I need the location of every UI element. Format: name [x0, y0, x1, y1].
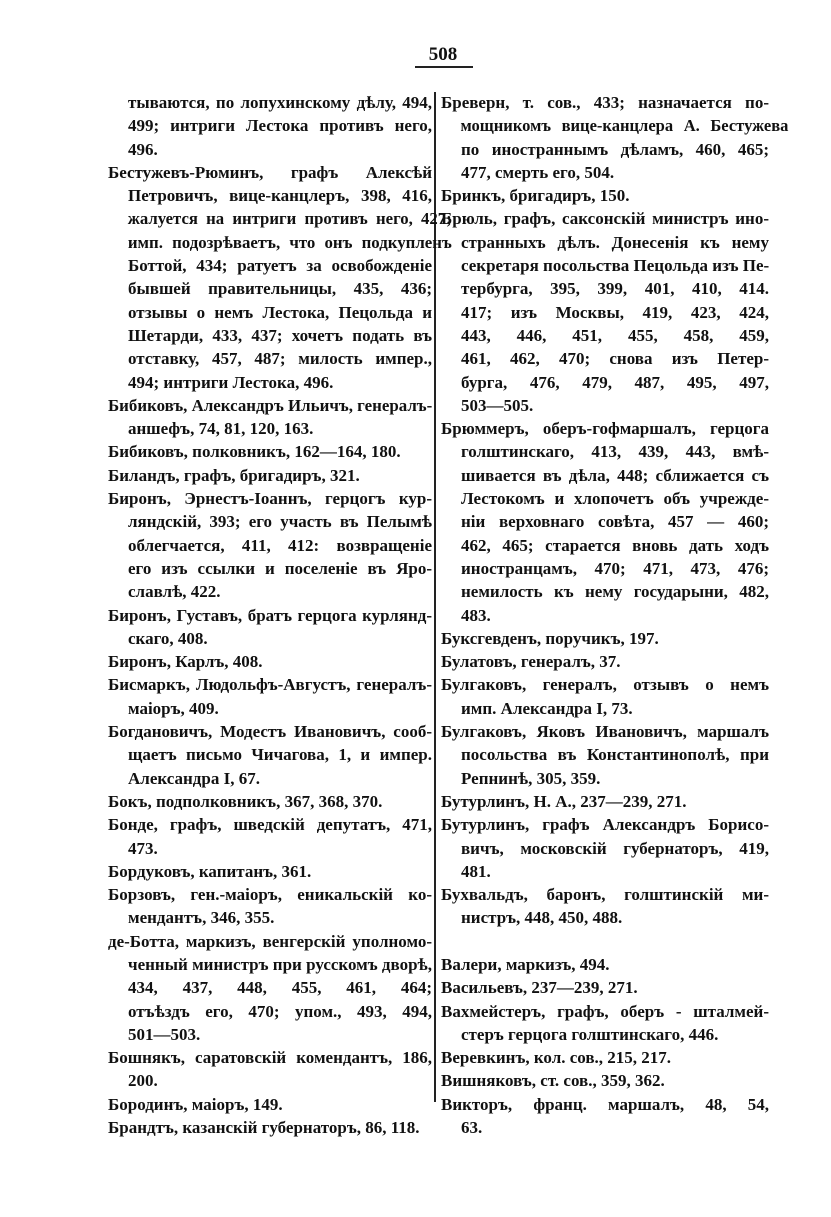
- entry-heading-line: Бисмаркъ, Людольфъ-Августъ, генералъ-: [108, 675, 432, 695]
- entry-heading-line: Бокъ, подполковникъ, 367, 368, 370.: [108, 791, 383, 811]
- entry-line: аншефъ, 74, 81, 120, 163.: [128, 419, 314, 439]
- entry-heading-line: Булгаковъ, генералъ, отзывъ о немъ: [441, 675, 769, 695]
- index-entry: [441, 1093, 769, 1140]
- entry-line: 473.: [128, 838, 158, 858]
- entry-line: 496.: [128, 139, 158, 159]
- entry-line: иностранцамъ, 470; 471, 473, 476;: [461, 558, 769, 578]
- entry-heading-line: Бутурлинъ, графъ Александръ Борисо-: [441, 815, 769, 835]
- entry-line: бурга, 476, 479, 487, 495, 497,: [461, 372, 769, 392]
- entry-line: мощникомъ вице-канцлера А. Бестужева: [460, 116, 789, 136]
- entry-line: Лестокомъ и хлопочетъ объ учрежде-: [461, 489, 769, 509]
- entry-heading-line: Бородинъ, маіоръ, 149.: [108, 1094, 283, 1114]
- left-column: [108, 91, 452, 1139]
- entry-line: щаетъ письмо Чичагова, 1, и импер.: [128, 745, 432, 765]
- entry-heading-line: Веревкинъ, кол. сов., 215, 217.: [441, 1048, 672, 1068]
- index-entry: [108, 650, 432, 673]
- entry-line: его изъ ссылки и поселеніе въ Яро-: [128, 558, 432, 578]
- entry-heading-line: Валери, маркизъ, 494.: [441, 954, 610, 974]
- index-entry: [108, 813, 432, 860]
- entry-heading-line: Богдановичъ, Модестъ Ивановичъ, сооб-: [108, 722, 432, 742]
- entry-heading-line: Буксгевденъ, поручикъ, 197.: [441, 628, 659, 648]
- index-entry: [441, 790, 769, 813]
- index-entry: [108, 673, 432, 720]
- page-number-rule: [415, 66, 473, 68]
- entry-heading-line: Бринкъ, бригадиръ, 150.: [441, 186, 630, 206]
- index-entry: [108, 860, 432, 883]
- entry-heading-line: Васильевъ, 237—239, 271.: [441, 978, 638, 998]
- entry-line: вичъ, московскій губернаторъ, 419,: [461, 838, 769, 858]
- index-entry: [108, 883, 432, 930]
- entry-line: 483.: [461, 605, 491, 625]
- entry-heading-line: Бошнякъ, саратовскій комендантъ, 186,: [108, 1048, 432, 1068]
- entry-heading-line: Бреверн, т. сов., 433; назначается по-: [441, 93, 769, 112]
- entry-line: немилость къ нему государыни, 482,: [461, 582, 769, 602]
- entry-line: 481.: [461, 861, 491, 881]
- section-gap: [441, 930, 769, 953]
- entry-line: жалуется на интриги противъ него, 427;: [127, 209, 452, 229]
- index-entry: [441, 813, 769, 883]
- index-entry: [441, 720, 769, 790]
- index-entry: [108, 604, 432, 651]
- index-entry: [108, 930, 432, 1046]
- entry-line: Александра I, 67.: [128, 768, 260, 788]
- entry-heading-line: Бутурлинъ, Н. А., 237—239, 271.: [441, 791, 687, 811]
- entry-line: ніи верховнаго совѣта, 457 — 460;: [461, 512, 769, 532]
- entry-heading-line: Бибиковъ, Александръ Ильичъ, генералъ-: [108, 395, 433, 415]
- index-entry: [441, 883, 769, 930]
- entry-line: 417; изъ Москвы, 419, 423, 424,: [461, 302, 769, 322]
- entry-line: 443, 446, 451, 455, 458, 459,: [461, 325, 769, 345]
- entry-line: ченный министръ при русскомъ дворѣ,: [128, 954, 432, 974]
- entry-line: 63.: [461, 1118, 483, 1138]
- index-entry: [108, 1093, 432, 1116]
- index-entry: [108, 1046, 432, 1093]
- index-entry: [441, 673, 769, 720]
- index-entry: [441, 1046, 769, 1069]
- entry-heading-line: Бордуковъ, капитанъ, 361.: [108, 861, 312, 881]
- entry-heading-line: Брюль, графъ, саксонскій министръ ино-: [441, 209, 769, 229]
- index-entry: [108, 790, 432, 813]
- entry-line: Репнинѣ, 305, 359.: [461, 768, 601, 788]
- entry-heading-line: Вишняковъ, ст. сов., 359, 362.: [441, 1071, 665, 1091]
- entry-line: 477, смерть его, 504.: [461, 162, 615, 182]
- entry-line: по иностраннымъ дѣламъ, 460, 465;: [461, 139, 769, 159]
- entry-heading-line: де-Ботта, маркизъ, венгерскій уполномо-: [108, 931, 432, 951]
- index-entry: [108, 161, 452, 394]
- entry-heading-line: Бонде, графъ, шведскій депутатъ, 471,: [108, 815, 432, 835]
- entry-heading-line: Биронъ, Карлъ, 408.: [108, 652, 263, 672]
- entry-line: Петровичъ, вице-канцлеръ, 398, 416,: [128, 186, 432, 206]
- entry-heading-line: Биронъ, Густавъ, братъ герцога курлянд-: [108, 605, 432, 625]
- entry-line: 494; интриги Лестока, 496.: [128, 372, 334, 392]
- entry-line: 462, 465; старается вновь дать ходъ: [461, 535, 769, 555]
- entry-heading-line: Брандтъ, казанскій губернаторъ, 86, 118.: [108, 1118, 420, 1138]
- entry-line: бывшей правительницы, 435, 436;: [128, 279, 432, 299]
- entry-line: Шетарди, 433, 437; хочетъ подать въ: [128, 325, 432, 345]
- index-entry: [108, 1116, 432, 1139]
- entry-line: славлѣ, 422.: [128, 582, 221, 602]
- entry-line: нистръ, 448, 450, 488.: [461, 908, 623, 928]
- entry-line: секретаря посольства Пецольда изъ Пе-: [461, 256, 770, 276]
- entry-line: отставку, 457, 487; милость импер.,: [128, 349, 432, 369]
- entry-line: 461, 462, 470; снова изъ Петер-: [461, 349, 769, 369]
- entry-line: имп. Александра I, 73.: [461, 698, 633, 718]
- index-entry: [441, 976, 769, 999]
- index-entry: [441, 627, 769, 650]
- index-entry: [441, 207, 769, 417]
- entry-heading-line: тываются, по лопухинскому дѣлу, 494,: [128, 93, 432, 112]
- index-entry: [108, 91, 432, 161]
- entry-heading-line: Булатовъ, генералъ, 37.: [441, 652, 621, 672]
- entry-line: стеръ герцога голштинскаго, 446.: [461, 1024, 719, 1044]
- entry-line: отзывы о немъ Лестока, Пецольда и: [128, 302, 432, 322]
- entry-line: посольства въ Константинополѣ, при: [461, 745, 769, 765]
- index-entry: [108, 720, 432, 790]
- entry-heading-line: Бибиковъ, полковникъ, 162—164, 180.: [108, 442, 401, 462]
- entry-line: шивается въ дѣла, 448; сближается съ: [461, 465, 769, 485]
- right-column: [441, 91, 789, 1139]
- entry-line: 200.: [128, 1071, 158, 1091]
- entry-line: мендантъ, 346, 355.: [128, 908, 275, 928]
- entry-line: ляндскій, 393; его участь въ Пелымѣ: [128, 512, 432, 532]
- index-entry: [108, 487, 432, 603]
- entry-line: облегчается, 411, 412: возвращеніе: [128, 535, 432, 555]
- entry-heading-line: Викторъ, франц. маршалъ, 48, 54,: [441, 1094, 769, 1114]
- index-entry: [441, 650, 769, 673]
- index-entry: [108, 464, 432, 487]
- index-entry: [441, 953, 769, 976]
- index-entry: [441, 417, 769, 627]
- entry-line: маіоръ, 409.: [128, 698, 219, 718]
- entry-line: 434, 437, 448, 455, 461, 464;: [128, 978, 432, 998]
- entry-line: странныхъ дѣлъ. Донесенія къ нему: [461, 232, 769, 252]
- entry-line: скаго, 408.: [128, 628, 208, 648]
- entry-line: имп. подозрѣваетъ, что онъ подкупленъ: [127, 232, 452, 252]
- index-entry: [441, 1000, 769, 1047]
- index-entry: [441, 1069, 769, 1092]
- entry-line: 503—505.: [461, 395, 534, 415]
- entry-line: 501—503.: [128, 1024, 201, 1044]
- entry-heading-line: Борзовъ, ген.-маіоръ, еникальскій ко-: [108, 885, 432, 905]
- index-entry: [441, 184, 769, 207]
- entry-heading-line: Булгаковъ, Яковъ Ивановичъ, маршалъ: [441, 722, 769, 742]
- page-number: 508: [428, 44, 458, 65]
- entry-line: Боттой, 434; ратуетъ за освобожденіе: [128, 256, 432, 276]
- index-entry: [441, 91, 789, 184]
- entry-line: тербурга, 395, 399, 401, 410, 414.: [461, 279, 769, 299]
- entry-heading-line: Вахмейстеръ, графъ, оберъ - шталмей-: [441, 1001, 769, 1021]
- entry-line: голштинскаго, 413, 439, 443, вмѣ-: [461, 442, 769, 462]
- entry-heading-line: Бестужевъ-Рюминъ, графъ Алексѣй: [108, 162, 432, 182]
- entry-heading-line: Биландъ, графъ, бригадиръ, 321.: [108, 465, 360, 485]
- entry-heading-line: Брюммеръ, оберъ-гофмаршалъ, герцога: [441, 419, 769, 439]
- index-entry: [108, 440, 432, 463]
- entry-heading-line: Бухвальдъ, баронъ, голштинскій ми-: [441, 885, 769, 905]
- index-entry: [108, 394, 432, 441]
- entry-line: отъѣздъ его, 470; упом., 493, 494,: [128, 1001, 432, 1021]
- entry-line: 499; интриги Лестока противъ него,: [128, 116, 432, 136]
- entry-heading-line: Биронъ, Эрнестъ-Іоаннъ, герцогъ кур-: [108, 489, 432, 509]
